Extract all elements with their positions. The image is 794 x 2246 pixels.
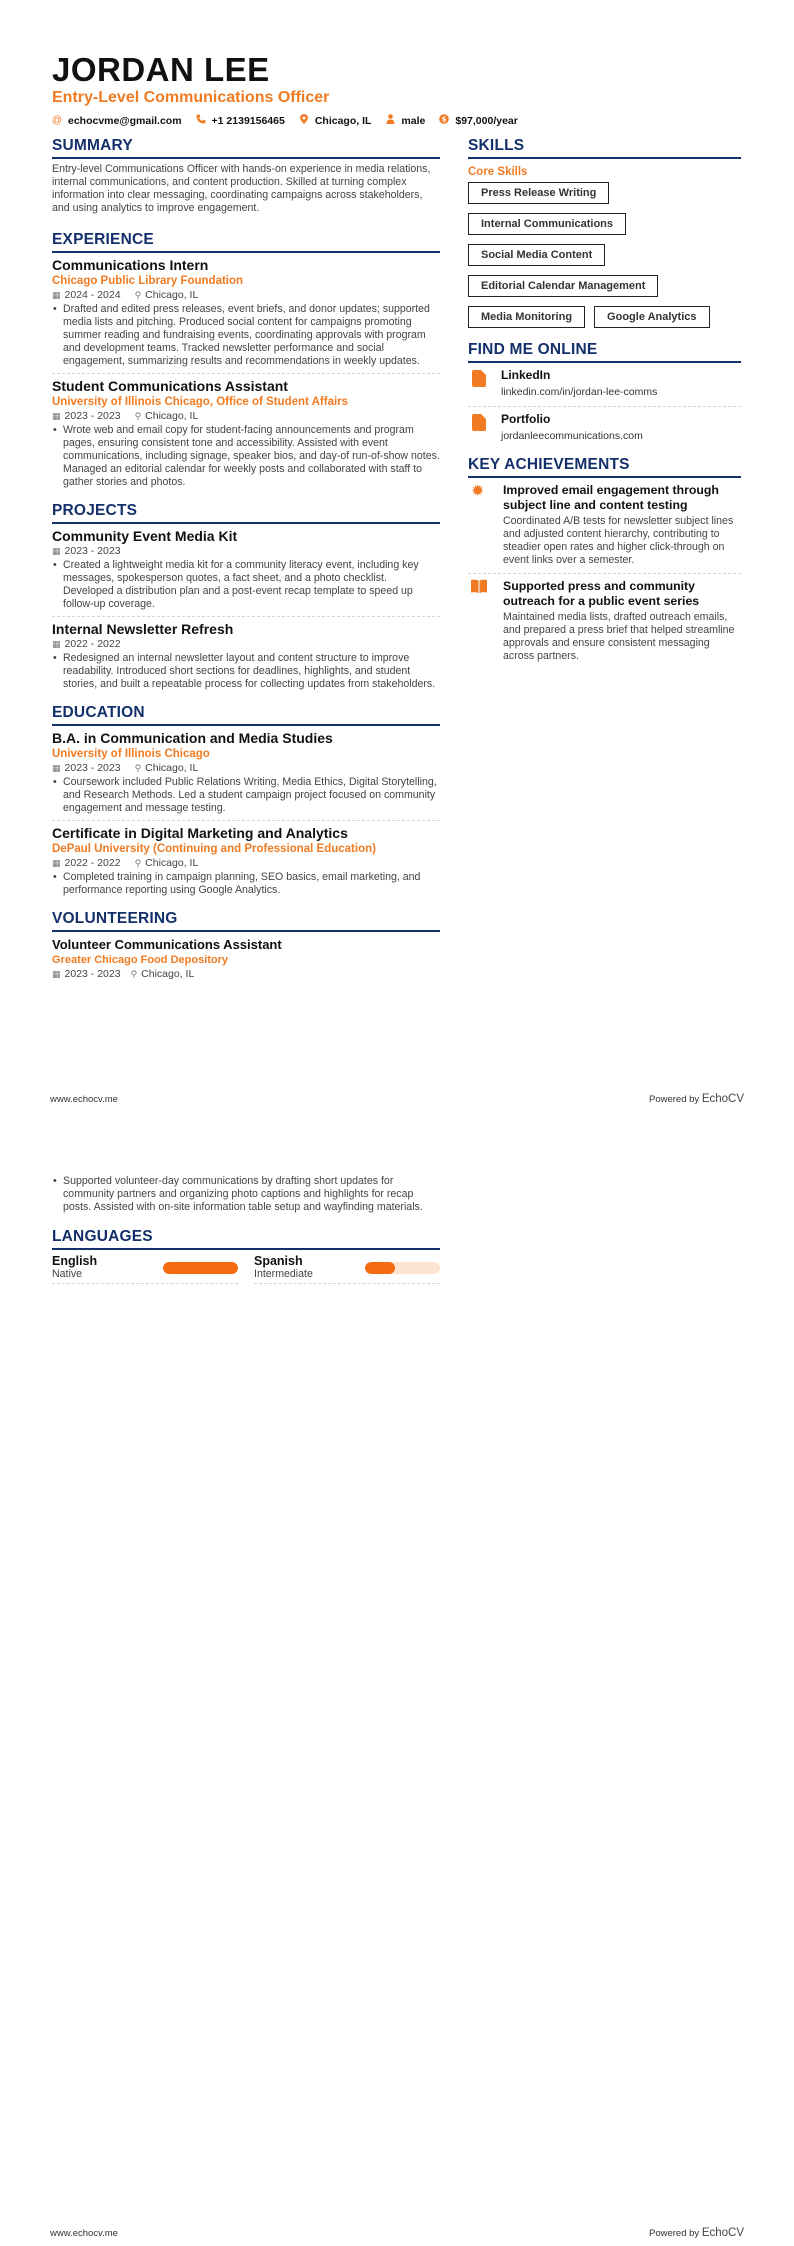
page-footer	[50, 2227, 744, 2239]
location-pin-icon: ⚲	[134, 290, 142, 300]
resume-page-2	[0, 1140, 794, 2246]
link-name: LinkedIn	[501, 368, 551, 382]
contact-gender: male	[385, 114, 425, 127]
projects-section	[52, 502, 440, 696]
at-icon: @	[52, 115, 63, 126]
entry-bullet: • Coursework included Public Relations Writing, Media Ethics, Digital Storytelling, and Research Methods. Led a student campaign project focused on community engagement and message testing.	[52, 776, 440, 815]
skill-tag: Editorial Calendar Management	[468, 275, 658, 297]
svg-text:$: $	[441, 115, 447, 124]
link-url[interactable]: jordanleecommunications.com	[501, 430, 643, 442]
entry-location: Chicago, IL	[145, 410, 199, 422]
entry-meta	[52, 410, 440, 423]
experience-heading: EXPERIENCE	[52, 231, 440, 253]
right-column	[468, 137, 741, 669]
skill-tag: Google Analytics	[594, 306, 709, 328]
candidate-title: Entry-Level Communications Officer	[52, 89, 330, 106]
entry-bullet: • Drafted and edited press releases, event briefs, and donor updates; supported media lists and pitching. Produced social content for campaigns promoting summer reading and fundraising events, coordinating approvals with program and development teams. Tracked newsletter performance and social engagement, summarizing results and recommendations in weekly updates.	[52, 303, 440, 368]
skill-tag: Social Media Content	[468, 244, 605, 266]
entry-bullet: • Redesigned an internal newsletter layout and content structure to improve readability. Introduced short sections for deadlines, highlights, and student stories, and built a repeatable process for collecting updates from stakeholders.	[52, 652, 440, 691]
skill-tag: Media Monitoring	[468, 306, 585, 328]
online-heading: FIND ME ONLINE	[468, 341, 741, 363]
achievements-heading: KEY ACHIEVEMENTS	[468, 456, 741, 478]
achievements-section	[468, 456, 741, 669]
salary-icon	[439, 114, 449, 127]
skills-section	[468, 137, 741, 337]
entry-bullet: • Completed training in campaign planning, SEO basics, email marketing, and performance reporting using Google Analytics.	[52, 871, 440, 897]
language-item	[254, 1254, 440, 1284]
contact-phone[interactable]: +1 2139156465	[196, 114, 285, 127]
degree-title: B.A. in Communication and Media Studies	[52, 730, 333, 746]
page-footer	[50, 1093, 744, 1105]
calendar-icon: ▦	[52, 411, 61, 421]
calendar-icon: ▦	[52, 290, 61, 300]
proficiency-bar	[365, 1262, 440, 1274]
entry-meta	[52, 545, 440, 558]
person-icon	[385, 114, 395, 127]
languages-heading: LANGUAGES	[52, 1228, 440, 1250]
employer: Chicago Public Library Foundation	[52, 275, 244, 287]
language-name: English	[52, 1254, 98, 1268]
entry-location: Chicago, IL	[145, 289, 199, 301]
languages-section	[52, 1228, 440, 1284]
entry-location: Chicago, IL	[145, 762, 199, 774]
calendar-icon: ▦	[52, 639, 61, 649]
language-level: Intermediate	[254, 1268, 313, 1280]
candidate-name: JORDAN LEE	[52, 51, 270, 88]
left-column	[52, 137, 440, 981]
achievement-title: Supported press and community outreach for a public event series	[503, 579, 700, 608]
location-pin-icon: ⚲	[130, 969, 138, 979]
summary-text: Entry-level Communications Officer with hands-on experience in media relations, internal communications, and content production. Skilled at turning complex information into clear messaging, coordinating campaigns across stakeholders, and using analytics to improve engagement.	[52, 163, 431, 214]
achievement-item	[468, 574, 741, 669]
summary-heading: SUMMARY	[52, 137, 440, 159]
experience-entry	[52, 374, 440, 494]
language-name: Spanish	[254, 1254, 303, 1268]
calendar-icon: ▦	[52, 763, 61, 773]
entry-meta	[52, 638, 440, 651]
degree-title: Certificate in Digital Marketing and Analytics	[52, 825, 348, 841]
skills-heading: SKILLS	[468, 137, 741, 159]
skill-tag: Press Release Writing	[468, 182, 609, 204]
entry-bullet: • Created a lightweight media kit for a community literacy event, including key messages, spokesperson quotes, a fact sheet, and a photo checklist. Developed a distribution plan and a post-event recap template to speed up follow-up coverage.	[52, 559, 440, 611]
entry-meta	[52, 857, 440, 870]
entry-location: Chicago, IL	[145, 857, 199, 869]
volunteer-org: Greater Chicago Food Depository	[52, 954, 229, 966]
link-name: Portfolio	[501, 412, 551, 426]
entry-meta	[52, 289, 440, 302]
linkedin-icon	[472, 370, 486, 387]
contact-bar	[52, 114, 752, 127]
skill-tags	[468, 182, 741, 337]
skills-subheading: Core Skills	[468, 166, 528, 178]
employer: University of Illinois Chicago, Office of Student Affairs	[52, 396, 349, 408]
projects-heading: PROJECTS	[52, 502, 440, 524]
resume-header	[52, 52, 752, 127]
job-title: Student Communications Assistant	[52, 378, 288, 394]
entry-dates: 2022 - 2022	[64, 638, 121, 650]
proficiency-bar	[163, 1262, 238, 1274]
footer-site[interactable]: www.echocv.me	[50, 1094, 118, 1105]
location-pin-icon: ⚲	[134, 763, 142, 773]
languages-list	[52, 1254, 440, 1284]
online-link-linkedin[interactable]	[468, 363, 741, 407]
job-title: Communications Intern	[52, 257, 209, 273]
volunteering-section	[52, 910, 440, 981]
project-title: Community Event Media Kit	[52, 528, 238, 544]
calendar-icon: ▦	[52, 969, 61, 979]
volunteering-entry	[52, 932, 440, 981]
entry-bullet: • Wrote web and email copy for student-facing announcements and program pages, ensuring consistent tone and accessibility. Assisted with event communications, including signage, speaker bios, and day-of run-of-show notes. Managed an editorial calendar for weekly posts and collaborated with staff to gather stories and photos.	[52, 424, 440, 489]
education-section	[52, 704, 440, 902]
location-pin-icon: ⚲	[134, 858, 142, 868]
entry-dates: 2023 - 2023	[64, 762, 121, 774]
online-section	[468, 341, 741, 450]
calendar-icon: ▦	[52, 858, 61, 868]
volunteer-title: Volunteer Communications Assistant	[52, 937, 282, 952]
footer-brand: EchoCV	[701, 2227, 744, 2239]
link-url[interactable]: linkedin.com/in/jordan-lee-comms	[501, 386, 658, 398]
institution: DePaul University (Continuing and Professional Education)	[52, 843, 376, 855]
project-entry	[52, 617, 440, 696]
experience-entry	[52, 253, 440, 374]
location-pin-icon: ⚲	[134, 411, 142, 421]
entry-meta	[52, 762, 440, 775]
contact-salary: $ $97,000/year	[439, 114, 517, 127]
experience-section	[52, 231, 440, 494]
entry-meta	[52, 968, 440, 981]
contact-location: Chicago, IL	[299, 114, 372, 127]
education-heading: EDUCATION	[52, 704, 440, 726]
achievement-description: Coordinated A/B tests for newsletter subject lines and adjusted content hierarchy, contributing to steadier open rates and higher click-through on event links over a semester.	[503, 515, 734, 566]
skill-tag: Internal Communications	[468, 213, 626, 235]
location-pin-icon	[299, 114, 309, 127]
phone-icon	[196, 114, 206, 127]
entry-location: Chicago, IL	[141, 968, 195, 980]
language-level: Native	[52, 1268, 83, 1280]
institution: University of Illinois Chicago	[52, 748, 210, 760]
footer-brand: EchoCV	[701, 1093, 744, 1105]
project-entry	[52, 524, 440, 617]
summary-section	[52, 137, 440, 215]
left-column-continued	[52, 1174, 440, 1284]
language-item	[52, 1254, 238, 1284]
entry-dates: 2023 - 2023	[64, 410, 121, 422]
achievement-description: Maintained media lists, drafted outreach emails, and prepared a press brief that helped streamline approvals and ensure consistent messaging across partners.	[503, 611, 735, 662]
entry-dates: 2024 - 2024	[64, 289, 121, 301]
footer-powered: Powered by EchoCV	[649, 2227, 744, 2239]
gear-icon: ✹	[471, 483, 485, 500]
online-link-portfolio[interactable]	[468, 407, 741, 450]
contact-email[interactable]: @ echocvme@gmail.com	[52, 114, 182, 127]
achievement-title: Improved email engagement through subject line and content testing	[503, 483, 719, 512]
calendar-icon: ▦	[52, 546, 61, 556]
portfolio-icon	[472, 414, 486, 431]
entry-dates: 2022 - 2022	[64, 857, 121, 869]
education-entry	[52, 726, 440, 821]
achievement-item	[468, 478, 741, 574]
project-title: Internal Newsletter Refresh	[52, 621, 234, 637]
footer-site[interactable]: www.echocv.me	[50, 2228, 118, 2239]
footer-powered: Powered by EchoCV	[649, 1093, 744, 1105]
book-icon	[471, 579, 489, 663]
entry-dates: 2023 - 2023	[64, 968, 121, 980]
volunteer-bullet: • Supported volunteer-day communications by drafting short updates for community partners and organizing photo captions and highlights for recap posts. Assisted with on-site information table setup and wayfinding materials.	[52, 1175, 440, 1214]
entry-dates: 2023 - 2023	[64, 545, 121, 557]
education-entry	[52, 821, 440, 902]
volunteering-heading: VOLUNTEERING	[52, 910, 440, 932]
